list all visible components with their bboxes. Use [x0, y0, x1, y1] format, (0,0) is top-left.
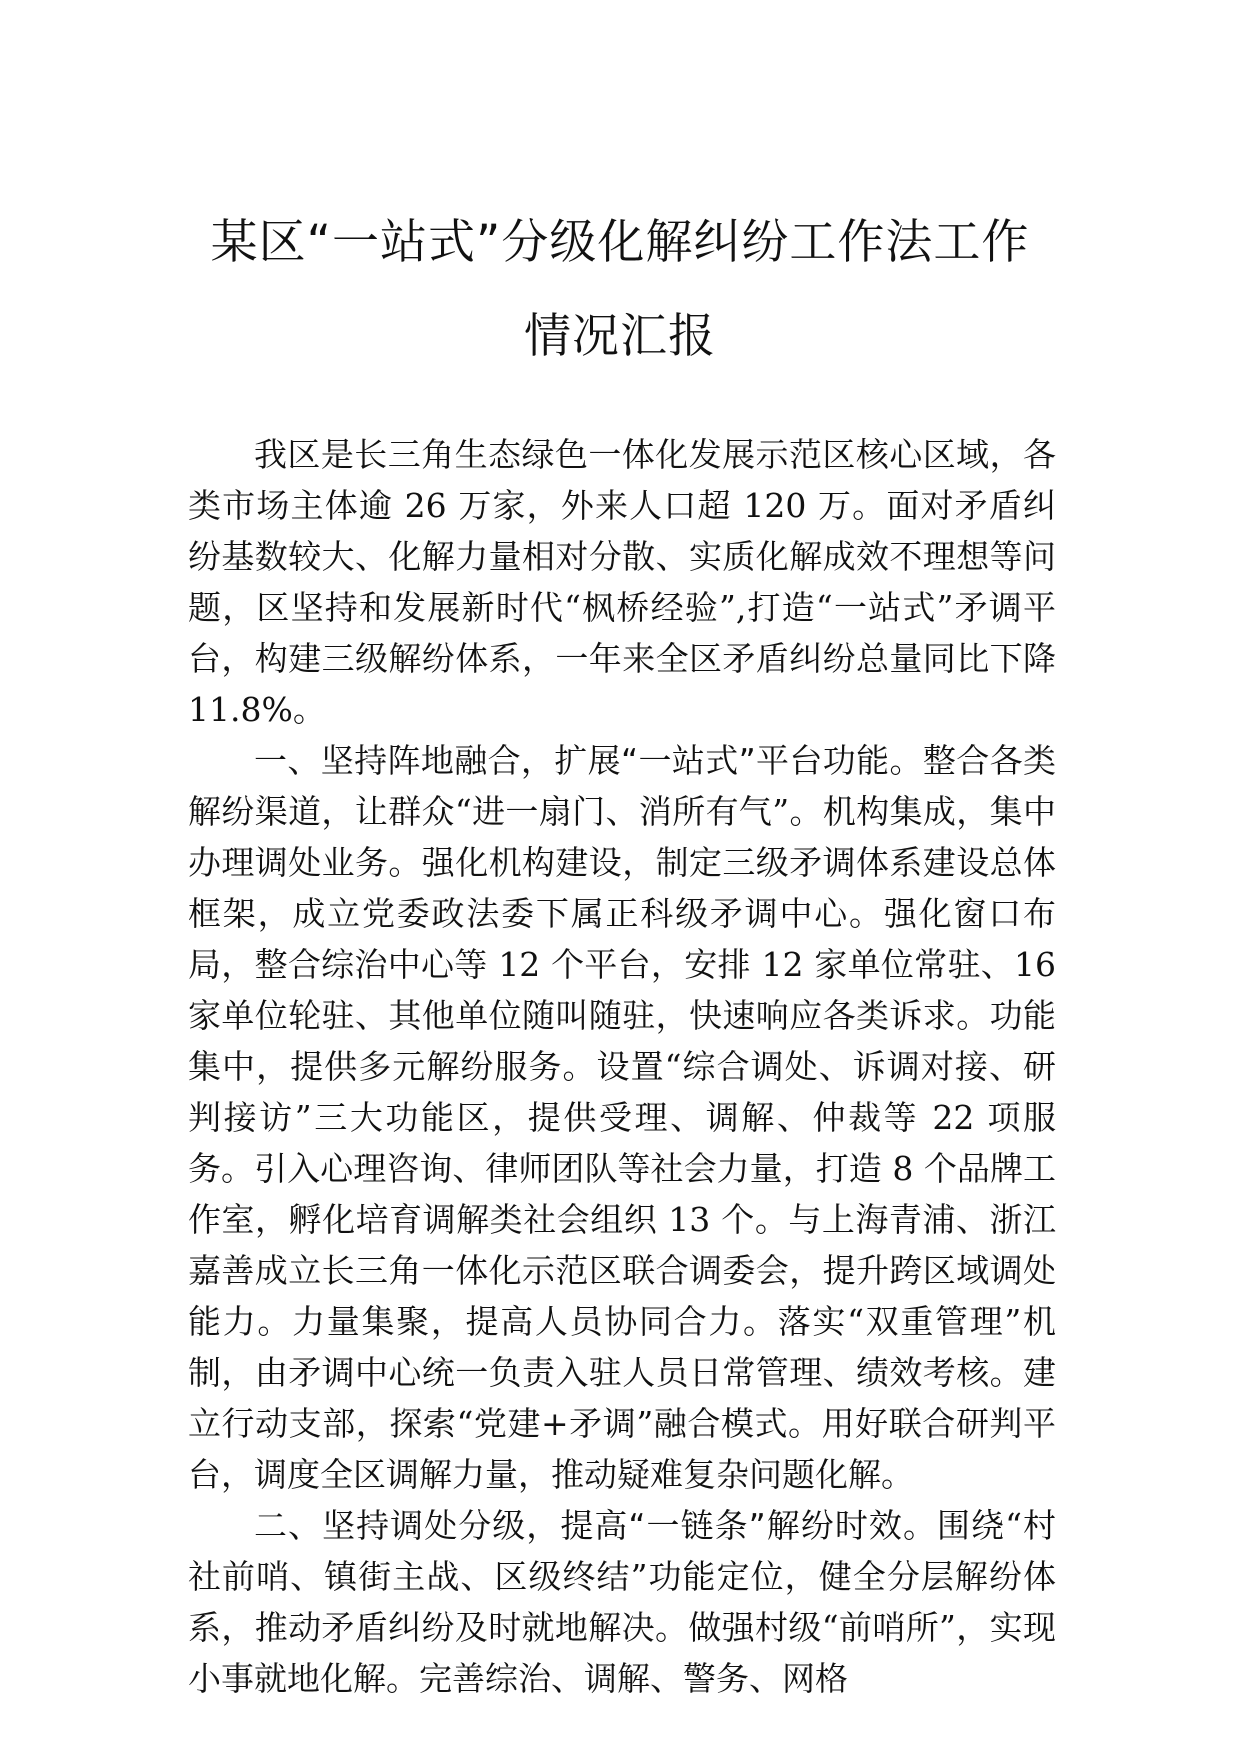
paragraph-intro-text: 我区是长三角生态绿色一体化发展示范区核心区域，各类市场主体逾 26 万家，外来人口超 120 万。面对矛盾纠纷基数较大、化解力量相对分散、实质化解成效不理想等问题，区坚持和发展新时代“枫桥经验”,打造“一站式”矛调平台，构建三级解纷体系，一年来全区矛盾纠纷总量同比下降 11.8%。: [188, 435, 1056, 729]
section-1-text: 整合各类解纷渠道，让群众“进一扇门、消所有气”。机构集成，集中办理调处业务。强化机构建设，制定三级矛调体系建设总体框架，成立党委政法委下属正科级矛调中心。强化窗口布局，整合综治中心等 12 个平台，安排 12 家单位常驻、16 家单位轮驻、其他单位随叫随驻，快速响应各类诉求。功能集中，提供多元解纷服务。设置“综合调处、诉调对接、研判接访”三大功能区，提供受理、调解、仲裁等 22 项服务。引入心理咨询、律师团队等社会力量，打造 8 个品牌工作室，孵化培育调解类社会组织 13 个。与上海青浦、浙江嘉善成立长三角一体化示范区联合调委会，提升跨区域调处能力。力量集聚，提高人员协同合力。落实“双重管理”机制，由矛调中心统一负责入驻人员日常管理、绩效考核。建立行动支部，探索“党建+矛调”融合模式。用好联合研判平台，调度全区调解力量，推动疑难复杂问题化解。: [188, 741, 1056, 1494]
document-title-line-1: 某区“一站式”分级化解纠纷工作法工作: [210, 215, 1030, 270]
paragraph-section-1: [188, 735, 1056, 1500]
document-title-line-2: 情况汇报: [524, 309, 716, 364]
section-2-heading: 二、坚持调处分级，提高“一链条”解纷时效。: [254, 1506, 937, 1545]
paragraph-section-2: [188, 1500, 1056, 1704]
section-1-heading: 一、坚持阵地融合，扩展“一站式”平台功能。: [254, 741, 923, 780]
section-2-text: 围绕“村社前哨、镇街主战、区级终结”功能定位，健全分层解纷体系，推动矛盾纠纷及时就地解决。做强村级“前哨所”，实现小事就地化解。完善综治、调解、警务、网格: [188, 1506, 1056, 1698]
paragraph-intro: [188, 429, 1056, 735]
document-body: [188, 429, 1056, 1704]
